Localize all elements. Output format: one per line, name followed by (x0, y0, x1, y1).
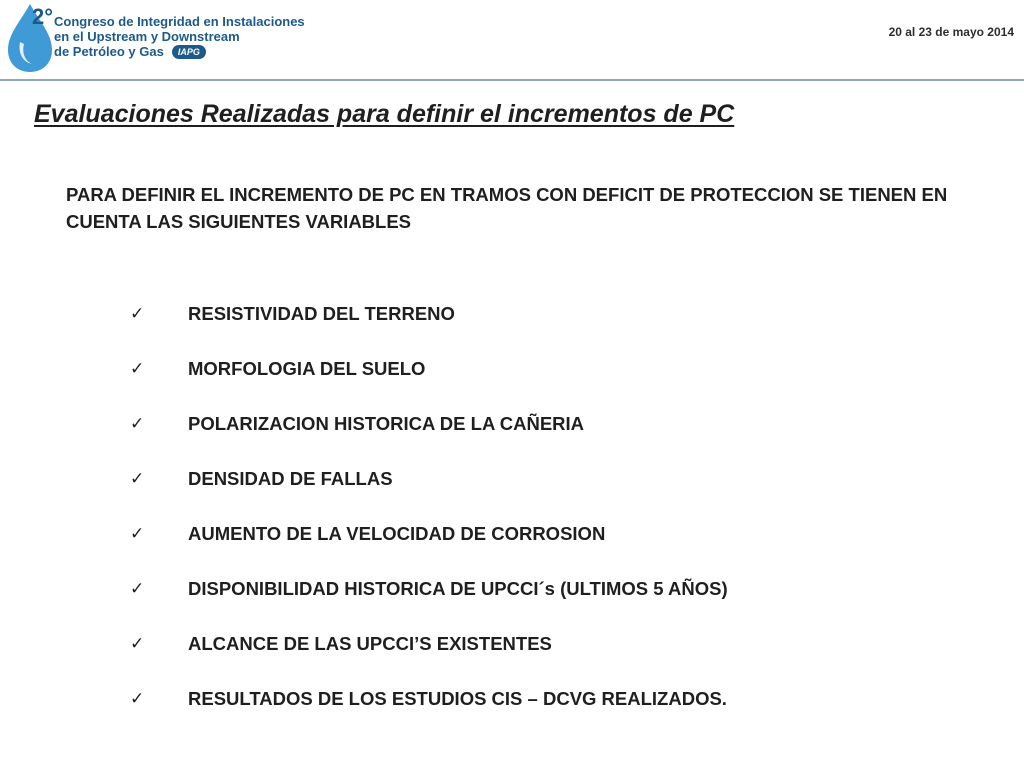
list-item-label: DISPONIBILIDAD HISTORICA DE UPCCI´s (ULTIMOS 5 AÑOS) (188, 577, 728, 599)
list-item-label: RESISTIVIDAD DEL TERRENO (188, 302, 455, 324)
event-date: 20 al 23 de mayo 2014 (888, 25, 1014, 39)
logo-number: 2° (32, 4, 54, 29)
list-item-label: MORFOLOGIA DEL SUELO (188, 357, 426, 379)
slide-title: Evaluaciones Realizadas para definir el incrementos de PC (34, 100, 735, 128)
checkmark-icon: ✓ (130, 578, 145, 599)
checkmark-icon: ✓ (130, 303, 145, 324)
iapg-badge: IAPG (172, 45, 206, 59)
list-item (130, 396, 728, 451)
list-item-label: DENSIDAD DE FALLAS (188, 467, 393, 489)
list-item (130, 506, 728, 561)
intro-paragraph: PARA DEFINIR EL INCREMENTO DE PC EN TRAMOS CON DEFICIT DE PROTECCION SE TIENEN EN CUENTA LAS SIGUIENTES VARIABLES (66, 184, 948, 232)
logo-line-2: en el Upstream y Downstream (54, 29, 240, 44)
list-item (130, 616, 728, 671)
list-item (130, 451, 728, 506)
list-item (130, 671, 728, 726)
checkmark-icon: ✓ (130, 358, 145, 379)
checkmark-icon: ✓ (130, 523, 145, 544)
list-item-label: ALCANCE DE LAS UPCCI’S EXISTENTES (188, 632, 552, 654)
logo-line-3-row (54, 44, 305, 59)
list-item-label: AUMENTO DE LA VELOCIDAD DE CORROSION (188, 522, 606, 544)
list-item (130, 286, 728, 341)
checkmark-icon: ✓ (130, 413, 145, 434)
slide-header (0, 0, 1024, 80)
variables-checklist (130, 286, 728, 726)
logo-text (54, 14, 305, 59)
checkmark-icon: ✓ (130, 633, 145, 654)
logo-line-3: de Petróleo y Gas (54, 44, 164, 59)
checkmark-icon: ✓ (130, 688, 145, 709)
list-item-label: POLARIZACION HISTORICA DE LA CAÑERIA (188, 412, 585, 434)
list-item (130, 561, 728, 616)
header-divider (0, 79, 1024, 81)
list-item (130, 341, 728, 396)
list-item-label: RESULTADOS DE LOS ESTUDIOS CIS – DCVG REALIZADOS. (188, 687, 727, 709)
checkmark-icon: ✓ (130, 468, 145, 489)
logo-line-1: Congreso de Integridad en Instalaciones (54, 14, 305, 29)
water-drop-logo-icon (6, 2, 54, 74)
